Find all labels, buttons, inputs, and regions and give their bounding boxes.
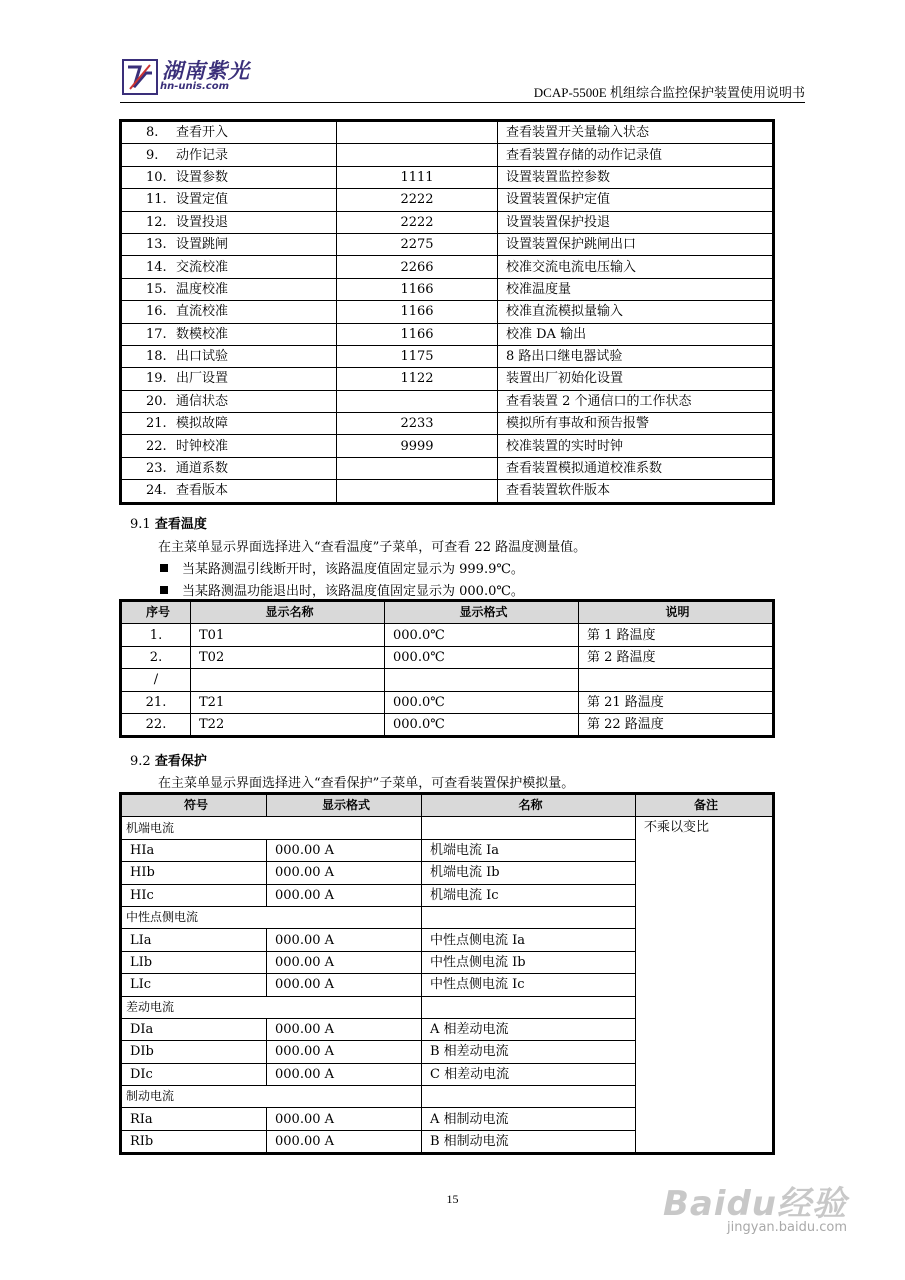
password-cell — [337, 457, 498, 479]
table-row — [122, 144, 773, 166]
description-cell: 8 路出口继电器试验 — [498, 345, 773, 367]
watermark — [662, 1176, 847, 1235]
empty-cell — [422, 817, 636, 839]
table-cell: HIc — [122, 884, 267, 906]
page-header — [120, 55, 805, 105]
table-cell: 000.00 A — [267, 1130, 422, 1152]
header-cell: 名称 — [422, 795, 636, 817]
menu-name: 直流校准 — [176, 304, 229, 320]
table-cell: A 相差动电流 — [422, 1018, 636, 1040]
logo-icon — [122, 59, 158, 95]
header-cell: 显示格式 — [267, 795, 422, 817]
table-row — [122, 122, 773, 144]
table-cell: DIb — [122, 1041, 267, 1063]
password-cell: 1111 — [337, 166, 498, 188]
table-cell: RIb — [122, 1130, 267, 1152]
menu-item-cell — [122, 122, 337, 144]
password-cell — [337, 144, 498, 166]
password-cell: 1166 — [337, 278, 498, 300]
table-cell: T21 — [191, 691, 385, 713]
table-row — [122, 301, 773, 323]
table-row — [122, 256, 773, 278]
table-row — [122, 390, 773, 412]
table-cell: 第 22 路温度 — [579, 713, 773, 735]
table-cell: HIa — [122, 839, 267, 861]
category-cell: 中性点侧电流 — [122, 906, 422, 928]
header-cell: 显示名称 — [191, 602, 385, 624]
table-row — [122, 368, 773, 390]
menu-item-cell — [122, 413, 337, 435]
watermark-url: jingyan.baidu.com — [727, 1220, 847, 1235]
index-cell: 22. — [122, 713, 191, 735]
password-cell: 1166 — [337, 323, 498, 345]
table-row — [122, 713, 773, 735]
password-cell: 2266 — [337, 256, 498, 278]
table-cell: 000.00 A — [267, 951, 422, 973]
table-cell: 000.00 A — [267, 862, 422, 884]
header-cell: 备注 — [636, 795, 773, 817]
empty-cell — [422, 996, 636, 1018]
menu-name: 交流校准 — [176, 259, 229, 275]
watermark-text: Baidu经验 — [662, 1184, 847, 1224]
description-cell: 设置装置监控参数 — [498, 166, 773, 188]
table-cell — [385, 669, 579, 691]
menu-index: 23. — [146, 461, 167, 477]
description-cell: 查看装置开关量输入状态 — [498, 122, 773, 144]
section-title: 查看温度 — [154, 517, 207, 532]
page-number: 15 — [446, 1192, 459, 1206]
index-cell: 2. — [122, 646, 191, 668]
table-cell: 000.00 A — [267, 974, 422, 996]
header-cell: 序号 — [122, 602, 191, 624]
table-row — [122, 435, 773, 457]
header-rule — [120, 102, 805, 103]
menu-index: 21. — [146, 416, 167, 432]
menu-item-cell — [122, 166, 337, 188]
section-9-2-intro: 在主菜单显示界面选择进入“查看保护”子菜单，可查看装置保护模拟量。 — [158, 776, 575, 791]
table-cell — [191, 669, 385, 691]
menu-item-cell — [122, 435, 337, 457]
menu-name: 设置跳闸 — [176, 237, 229, 253]
menu-name: 查看开入 — [176, 125, 229, 141]
menu-item-cell — [122, 390, 337, 412]
description-cell: 校准温度量 — [498, 278, 773, 300]
menu-index: 17. — [146, 326, 167, 342]
description-cell: 查看装置模拟通道校准系数 — [498, 457, 773, 479]
table-header-row — [122, 602, 773, 624]
password-cell: 2222 — [337, 189, 498, 211]
menu-index: 13. — [146, 237, 167, 253]
password-cell: 2275 — [337, 233, 498, 255]
menu-index: 9. — [146, 147, 159, 163]
table-cell: 000.00 A — [267, 1108, 422, 1130]
table-cell: 000.00 A — [267, 839, 422, 861]
protection-table — [121, 794, 773, 1153]
menu-name: 时钟校准 — [176, 438, 229, 454]
menu-index: 18. — [146, 349, 167, 365]
menu-item-cell — [122, 480, 337, 502]
menu-name: 温度校准 — [176, 281, 229, 297]
table-row — [122, 691, 773, 713]
description-cell: 设置装置保护定值 — [498, 189, 773, 211]
header-cell: 说明 — [579, 602, 773, 624]
table-row — [122, 669, 773, 691]
table-row — [122, 166, 773, 188]
description-cell: 查看装置软件版本 — [498, 480, 773, 502]
bullet-square-icon — [160, 586, 168, 594]
section-9-1-heading — [130, 513, 207, 532]
section-9-1-intro: 在主菜单显示界面选择进入“查看温度”子菜单，可查看 22 路温度测量值。 — [158, 540, 587, 555]
table-cell: DIa — [122, 1018, 267, 1040]
password-cell — [337, 390, 498, 412]
category-cell: 差动电流 — [122, 996, 422, 1018]
menu-index: 15. — [146, 281, 167, 297]
category-cell: 制动电流 — [122, 1086, 422, 1108]
menu-index: 19. — [146, 371, 167, 387]
table-row — [122, 189, 773, 211]
table-row — [122, 646, 773, 668]
table-cell: DIc — [122, 1063, 267, 1085]
section-number: 9.2 — [130, 754, 151, 769]
table-cell: 000.00 A — [267, 884, 422, 906]
description-cell: 校准交流电流电压输入 — [498, 256, 773, 278]
temperature-table — [121, 601, 773, 736]
table-cell: T22 — [191, 713, 385, 735]
table-cell: HIb — [122, 862, 267, 884]
table-cell: T01 — [191, 624, 385, 646]
menu-item-cell — [122, 301, 337, 323]
menu-index: 22. — [146, 438, 167, 454]
index-cell: 1. — [122, 624, 191, 646]
table-cell: 000.0℃ — [385, 691, 579, 713]
password-cell: 1122 — [337, 368, 498, 390]
table-cell: RIa — [122, 1108, 267, 1130]
section-title: 查看保护 — [154, 754, 207, 769]
menu-name: 查看版本 — [176, 483, 229, 499]
menu-name: 数模校准 — [176, 326, 229, 342]
table-cell: T02 — [191, 646, 385, 668]
description-cell: 模拟所有事故和预告报警 — [498, 413, 773, 435]
table-row — [122, 323, 773, 345]
menu-item-cell — [122, 256, 337, 278]
table-cell: 中性点侧电流 Ia — [422, 929, 636, 951]
table-cell: 机端电流 Ia — [422, 839, 636, 861]
empty-cell — [422, 906, 636, 928]
company-logo — [120, 55, 310, 101]
header-cell: 显示格式 — [385, 602, 579, 624]
table-cell: 000.00 A — [267, 1041, 422, 1063]
section-9-2-heading — [130, 750, 207, 769]
menu-name: 出口试验 — [176, 349, 229, 365]
menu-index: 11. — [146, 192, 167, 208]
table-row — [122, 480, 773, 502]
menu-item-cell — [122, 278, 337, 300]
table-cell: 中性点侧电流 Ic — [422, 974, 636, 996]
table-header-row — [122, 795, 773, 817]
menu-name: 模拟故障 — [176, 416, 229, 432]
password-cell — [337, 122, 498, 144]
table-cell: 000.00 A — [267, 929, 422, 951]
description-cell: 设置装置保护投退 — [498, 211, 773, 233]
password-cell: 2222 — [337, 211, 498, 233]
menu-name: 通信状态 — [176, 393, 229, 409]
description-cell: 查看装置存储的动作记录值 — [498, 144, 773, 166]
table-row — [122, 345, 773, 367]
menu-item-cell — [122, 345, 337, 367]
bullet-item — [160, 558, 524, 577]
category-row — [122, 817, 773, 839]
temperature-table-body — [122, 624, 773, 736]
bullet-text: 当某路测温引线断开时，该路温度值固定显示为 999.9℃。 — [182, 562, 524, 577]
table-row — [122, 211, 773, 233]
description-cell: 装置出厂初始化设置 — [498, 368, 773, 390]
menu-table-body — [122, 122, 773, 503]
menu-item-cell — [122, 189, 337, 211]
menu-name: 设置定值 — [176, 192, 229, 208]
menu-index: 12. — [146, 214, 167, 230]
category-cell: 机端电流 — [122, 817, 422, 839]
bullet-square-icon — [160, 564, 168, 572]
password-cell: 2233 — [337, 413, 498, 435]
table-cell: 第 21 路温度 — [579, 691, 773, 713]
description-cell: 校准装置的实时时钟 — [498, 435, 773, 457]
menu-item-cell — [122, 457, 337, 479]
table-row — [122, 457, 773, 479]
password-cell: 1175 — [337, 345, 498, 367]
section-number: 9.1 — [130, 517, 151, 532]
menu-index: 16. — [146, 304, 167, 320]
note-cell: 不乘以变比 — [636, 817, 773, 1153]
menu-name: 动作记录 — [176, 147, 229, 163]
menu-item-cell — [122, 144, 337, 166]
table-cell: 000.00 A — [267, 1018, 422, 1040]
table-cell: A 相制动电流 — [422, 1108, 636, 1130]
password-cell: 9999 — [337, 435, 498, 457]
password-cell — [337, 480, 498, 502]
menu-index: 24. — [146, 483, 167, 499]
description-cell: 校准直流模拟量输入 — [498, 301, 773, 323]
table-row — [122, 233, 773, 255]
table-row — [122, 278, 773, 300]
table-cell: LIc — [122, 974, 267, 996]
menu-name: 出厂设置 — [176, 371, 229, 387]
menu-item-cell — [122, 233, 337, 255]
menu-name: 通道系数 — [176, 461, 229, 477]
menu-index: 10. — [146, 169, 167, 185]
table-cell: 000.00 A — [267, 1063, 422, 1085]
table-cell: 中性点侧电流 Ib — [422, 951, 636, 973]
description-cell: 查看装置 2 个通信口的工作状态 — [498, 390, 773, 412]
description-cell: 校准 DA 输出 — [498, 323, 773, 345]
description-cell: 设置装置保护跳闸出口 — [498, 233, 773, 255]
password-cell: 1166 — [337, 301, 498, 323]
table-cell: B 相制动电流 — [422, 1130, 636, 1152]
index-cell: / — [122, 669, 191, 691]
table-cell: C 相差动电流 — [422, 1063, 636, 1085]
table-cell: 000.0℃ — [385, 713, 579, 735]
logo-url: hn-unis.com — [160, 81, 230, 92]
menu-index: 8. — [146, 125, 159, 141]
table-cell: 机端电流 Ic — [422, 884, 636, 906]
table-cell: LIb — [122, 951, 267, 973]
menu-name: 设置投退 — [176, 214, 229, 230]
bullet-text: 当某路测温功能退出时，该路温度值固定显示为 000.0℃。 — [182, 584, 524, 599]
menu-index: 20. — [146, 393, 167, 409]
menu-name: 设置参数 — [176, 169, 229, 185]
protection-table-body — [122, 817, 773, 1153]
table-cell: B 相差动电流 — [422, 1041, 636, 1063]
empty-cell — [422, 1086, 636, 1108]
menu-item-cell — [122, 323, 337, 345]
header-cell: 符号 — [122, 795, 267, 817]
document-title: DCAP-5500E 机组综合监控保护装置使用说明书 — [533, 85, 805, 100]
menu-item-cell — [122, 211, 337, 233]
table-row — [122, 624, 773, 646]
menu-item-cell — [122, 368, 337, 390]
table-cell — [579, 669, 773, 691]
bullet-item — [160, 580, 524, 599]
menu-index: 14. — [146, 259, 167, 275]
table-cell: 第 2 路温度 — [579, 646, 773, 668]
table-cell: 000.0℃ — [385, 624, 579, 646]
index-cell: 21. — [122, 691, 191, 713]
table-cell: LIa — [122, 929, 267, 951]
table-row — [122, 413, 773, 435]
logo-text: 湖南紫光 — [162, 58, 250, 83]
table-cell: 000.0℃ — [385, 646, 579, 668]
table-cell: 机端电流 Ib — [422, 862, 636, 884]
menu-table — [121, 121, 773, 503]
table-cell: 第 1 路温度 — [579, 624, 773, 646]
